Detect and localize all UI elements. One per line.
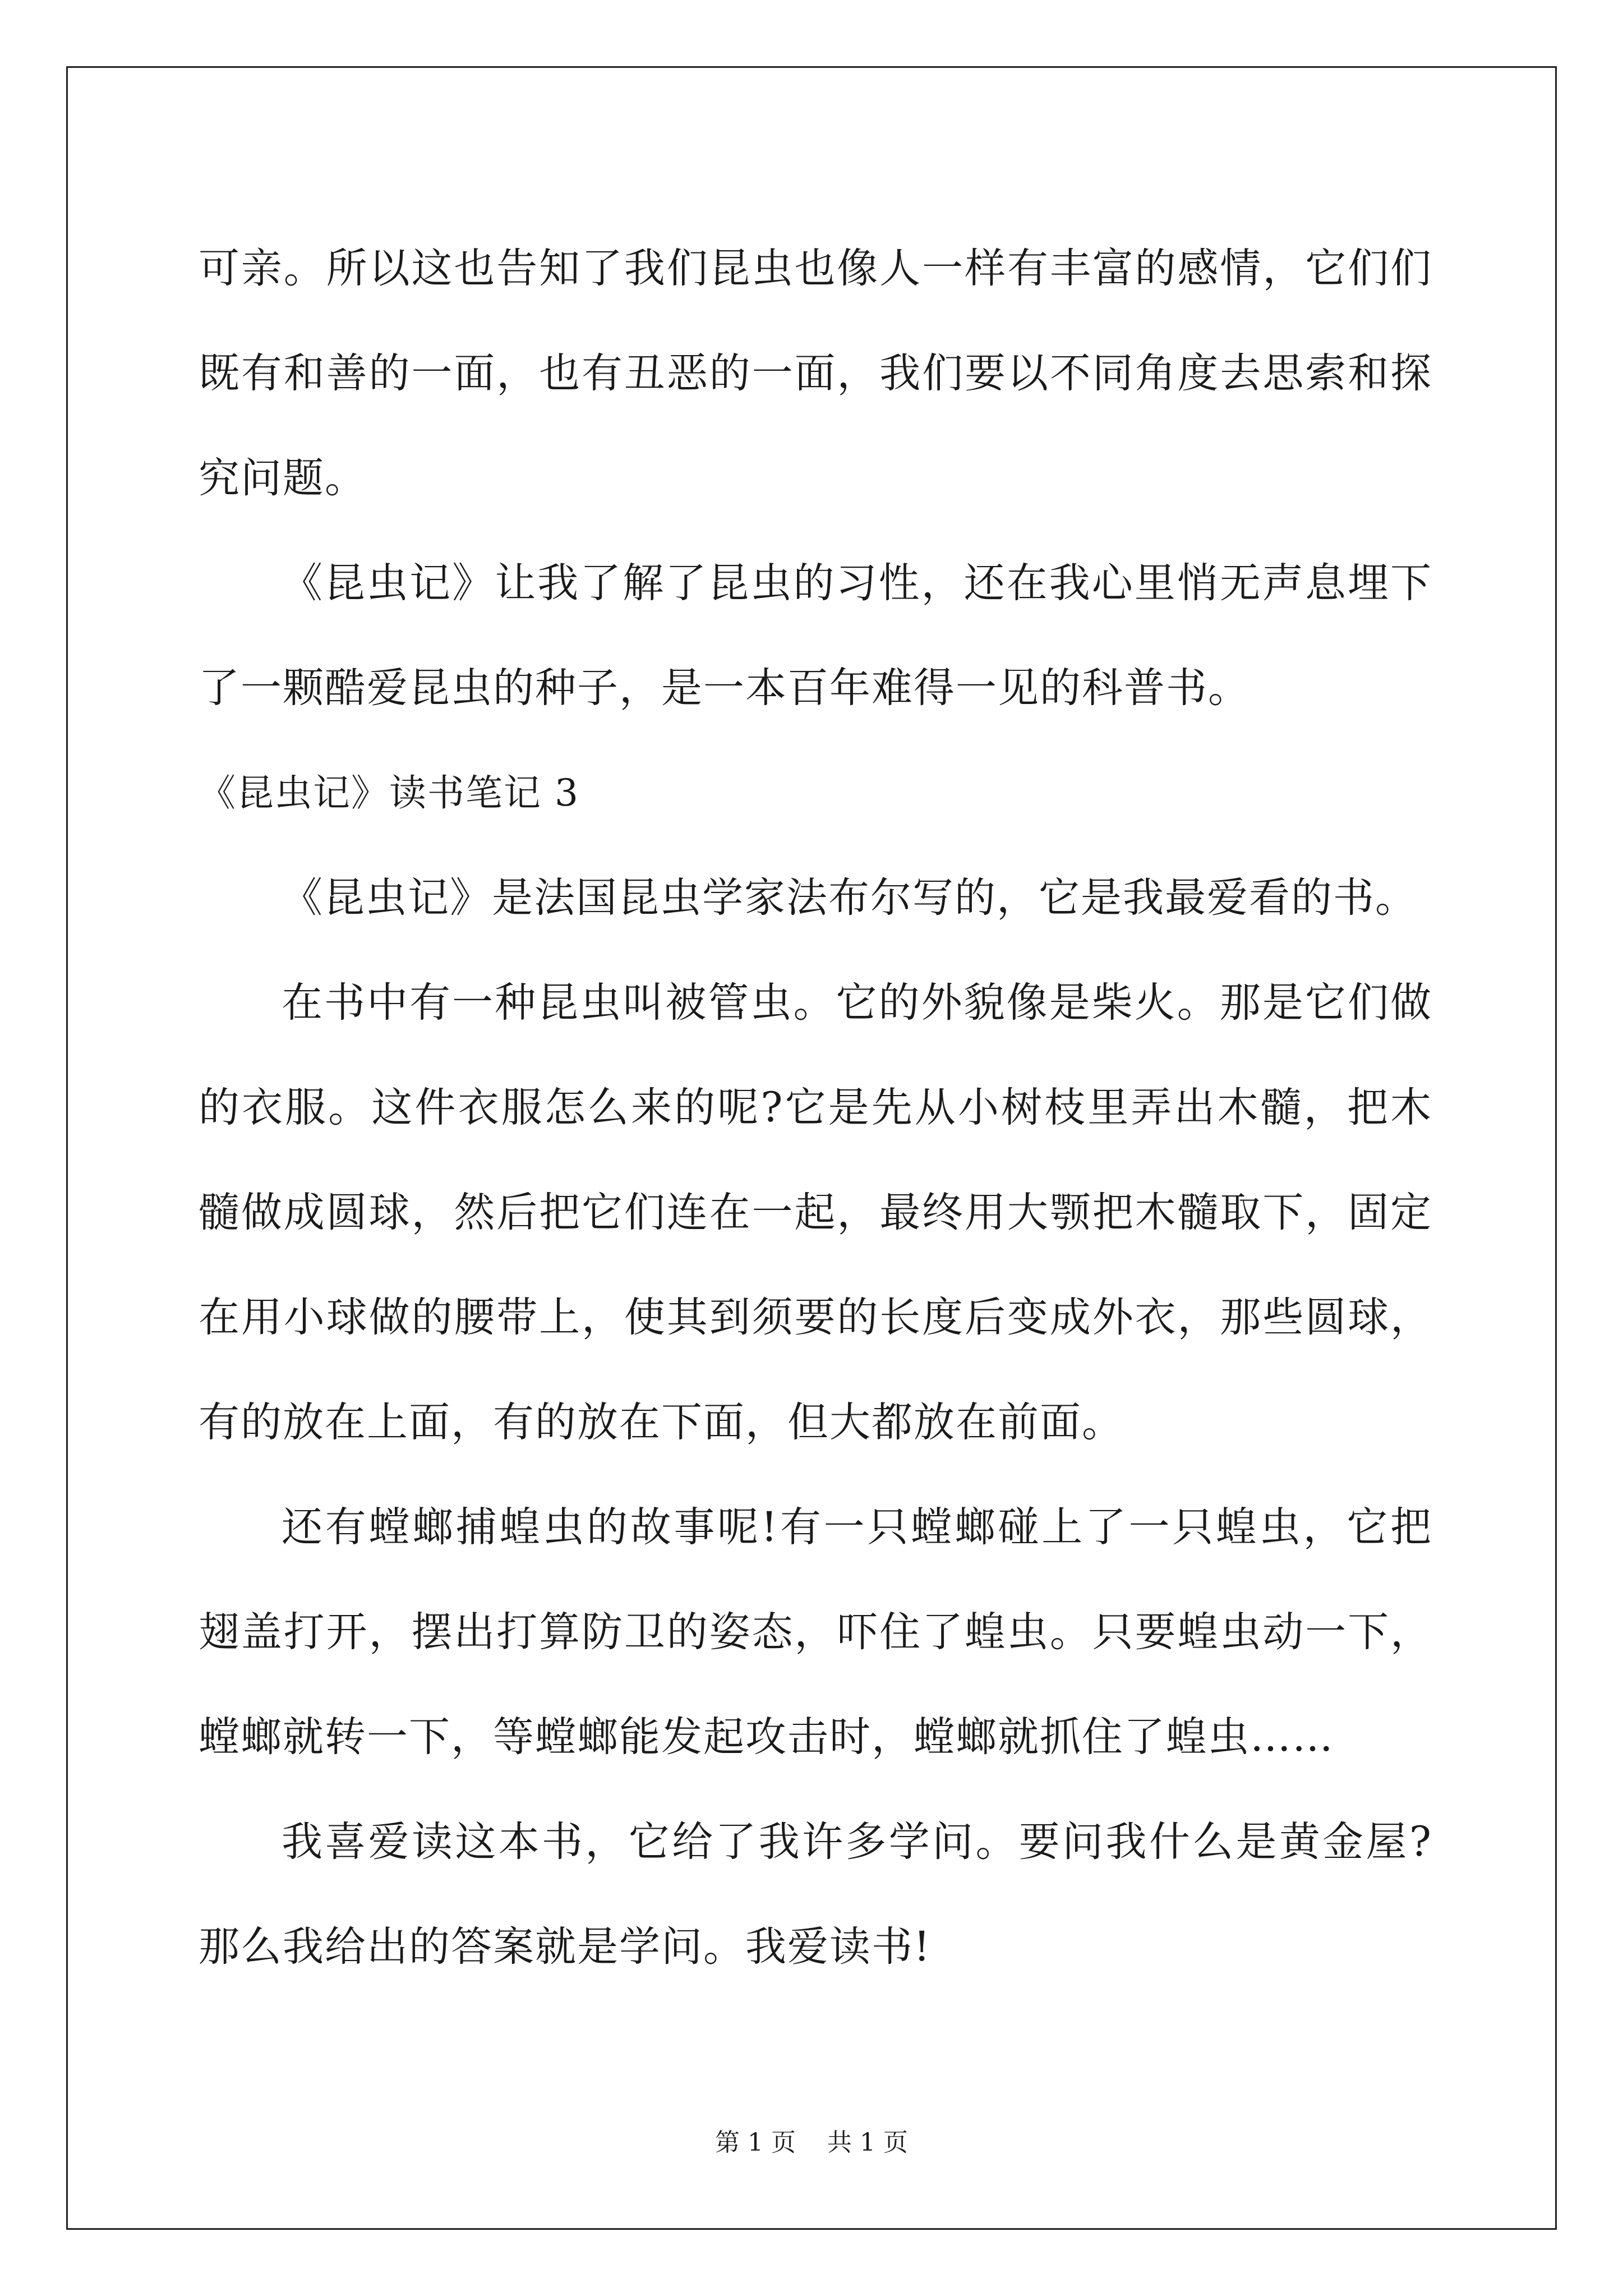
paragraph-conclusion: 我喜爱读这本书，它给了我许多学问。要问我什么是黄金屋?那么我给出的答案就是学问。我爱读书! bbox=[199, 1818, 1432, 1971]
page-total: 共 1 页 bbox=[827, 2128, 908, 2157]
paragraph-caddisfly: 在书中有一种昆虫叫被管虫。它的外貌像是柴火。那是它们做的衣服。这件衣服怎么来的呢?它是先从小树枝里弄出木髓，把木髓做成圆球，然后把它们连在一起，最终用大颚把木髓取下，固定在用小球做的腰带上，使其到须要的长度后变成外衣，那些圆球，有的放在上面，有的放在下面，但大都放在前面。 bbox=[199, 979, 1432, 1446]
paragraph-summary: 《昆虫记》让我了解了昆虫的习性，还在我心里悄无声息埋下了一颗酷爱昆虫的种子，是一本百年难得一见的科普书。 bbox=[199, 559, 1432, 712]
paragraph-continuation: 可亲。所以这也告知了我们昆虫也像人一样有丰富的感情，它们们既有和善的一面，也有丑恶的一面，我们要以不同角度去思索和探究问题。 bbox=[199, 245, 1432, 502]
page-footer bbox=[0, 2126, 1623, 2160]
paragraph-intro: 《昆虫记》是法国昆虫学家法布尔写的，它是我最爱看的书。 bbox=[282, 874, 1417, 922]
section-heading: 《昆虫记》读书笔记 3 bbox=[199, 771, 579, 815]
paragraph-mantis: 还有螳螂捕蝗虫的故事呢!有一只螳螂碰上了一只蝗虫，它把翅盖打开，摆出打算防卫的姿态，吓住了蝗虫。只要蝗虫动一下，螳螂就转一下，等螳螂能发起攻击时，螳螂就抓住了蝗虫…… bbox=[199, 1503, 1432, 1761]
document-body bbox=[199, 216, 1432, 1999]
page-number: 第 1 页 bbox=[715, 2128, 796, 2157]
